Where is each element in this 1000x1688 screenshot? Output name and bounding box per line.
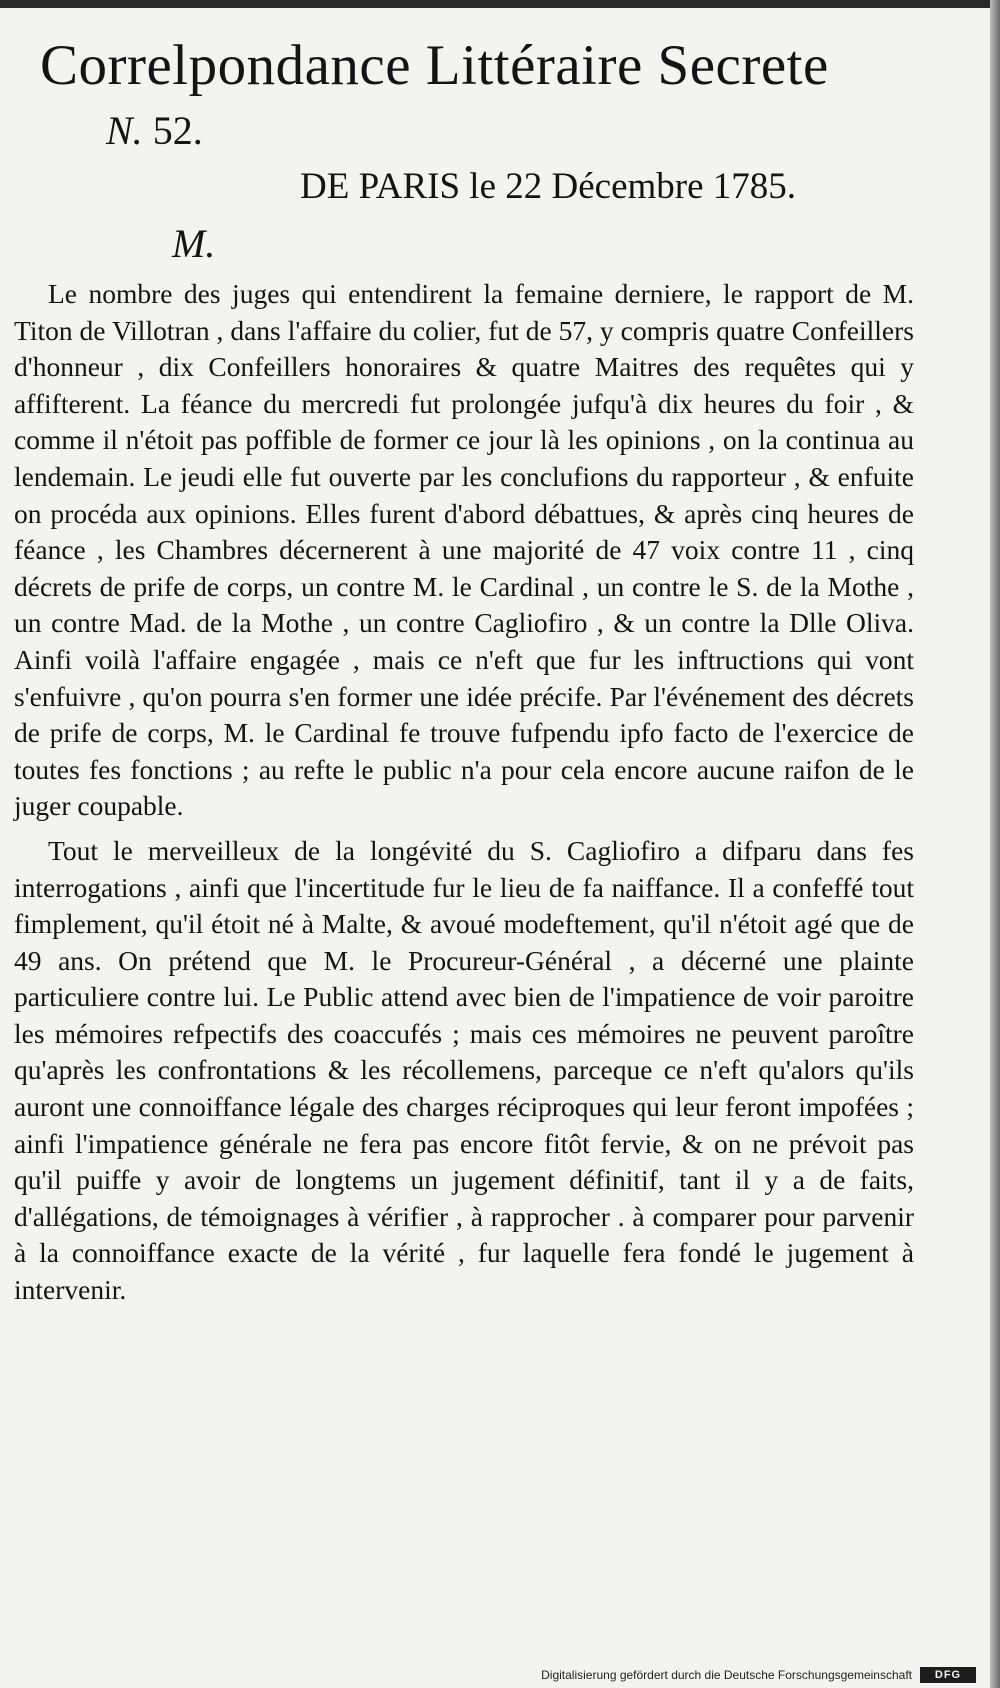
dfg-logo: DFG bbox=[920, 1667, 976, 1683]
digitization-credit: Digitalisierung gefördert durch die Deutsche Forschungsgemeinschaft bbox=[541, 1668, 912, 1682]
issue-value: 52. bbox=[152, 108, 203, 153]
salutation: M. bbox=[172, 221, 216, 266]
dateline: DE PARIS le 22 Décembre 1785. bbox=[300, 166, 797, 207]
article-paragraph-2: Tout le merveilleux de la longévité du S. Cagliofiro a difparu dans fes interrogations , ainfi que l'incertitude fur le lieu de fa naiffance. Il a confeffé tout fimplement, qu'il étoit né à Malte, & avoué modeftement, qu'il n'étoit agé que de 49 ans. On prétend que M. le Procureur-Général , a décerné une plainte particuliere contre lui. Le Public attend avec bien de l'impatience de voir paroitre les mémoires refpectifs des coaccufés ; mais ces mémoires ne peuvent paroître qu'après les confrontations & les récollemens, parceque ce n'eft qu'alors qu'ils auront une connoiffance légale des charges réciproques qui leur feront impofées ; ainfi l'impatience générale ne fera pas encore fitôt fervie, & on ne prévoit pas qu'il puiffe y avoir de longtems un jugement définitif, tant il y a de faits, d'allégations, de témoignages à vérifier , à rapprocher . à comparer pour parvenir à la connoiffance exacte de la vérité , fur laquelle fera fondé le jugement à intervenir. bbox=[14, 834, 914, 1306]
page-content bbox=[14, 34, 914, 1309]
issue-number bbox=[106, 106, 914, 156]
journal-title: Correlpondance Littéraire Secrete bbox=[40, 34, 829, 97]
document-page bbox=[0, 8, 990, 1688]
issue-label: N. bbox=[106, 108, 143, 153]
article-paragraph-1: Le nombre des juges qui entendirent la femaine derniere, le rapport de M. Titon de Villotran , dans l'affaire du colier, fut de 57, y compris quatre Confeillers d'honneur , dix Confeillers honoraires & quatre Maitres des requêtes qui y affifterent. La féance du mercredi fut prolongée jufqu'à dix heures du foir , & comme il n'étoit pas poffible de former ce jour là les opinions , on la continua au lendemain. Le jeudi elle fut ouverte par les conclufions du rapporteur , & enfuite on procéda aux opinions. Elles furent d'abord débattues, & après cinq heures de féance , les Chambres décernerent à une majorité de 47 voix contre 11 , cinq décrets de prife de corps, un contre M. le Cardinal , un contre le S. de la Mothe , un contre Mad. de la Mothe , un contre Cagliofiro , & un contre la Dlle Oliva. Ainfi voilà l'affaire engagée , mais ce n'eft que fur les inftructions qui vont s'enfuivre , qu'on pourra s'en former une idée précife. Par l'événement des décrets de prife de corps, M. le Cardinal fe trouve fufpendu ipfo facto de l'exercice de toutes fes fonctions ; au refte le public n'a pour cela encore aucune raifon de le juger coupable. bbox=[14, 278, 914, 822]
article-body bbox=[14, 276, 914, 1309]
scan-right-edge bbox=[990, 0, 1000, 1688]
